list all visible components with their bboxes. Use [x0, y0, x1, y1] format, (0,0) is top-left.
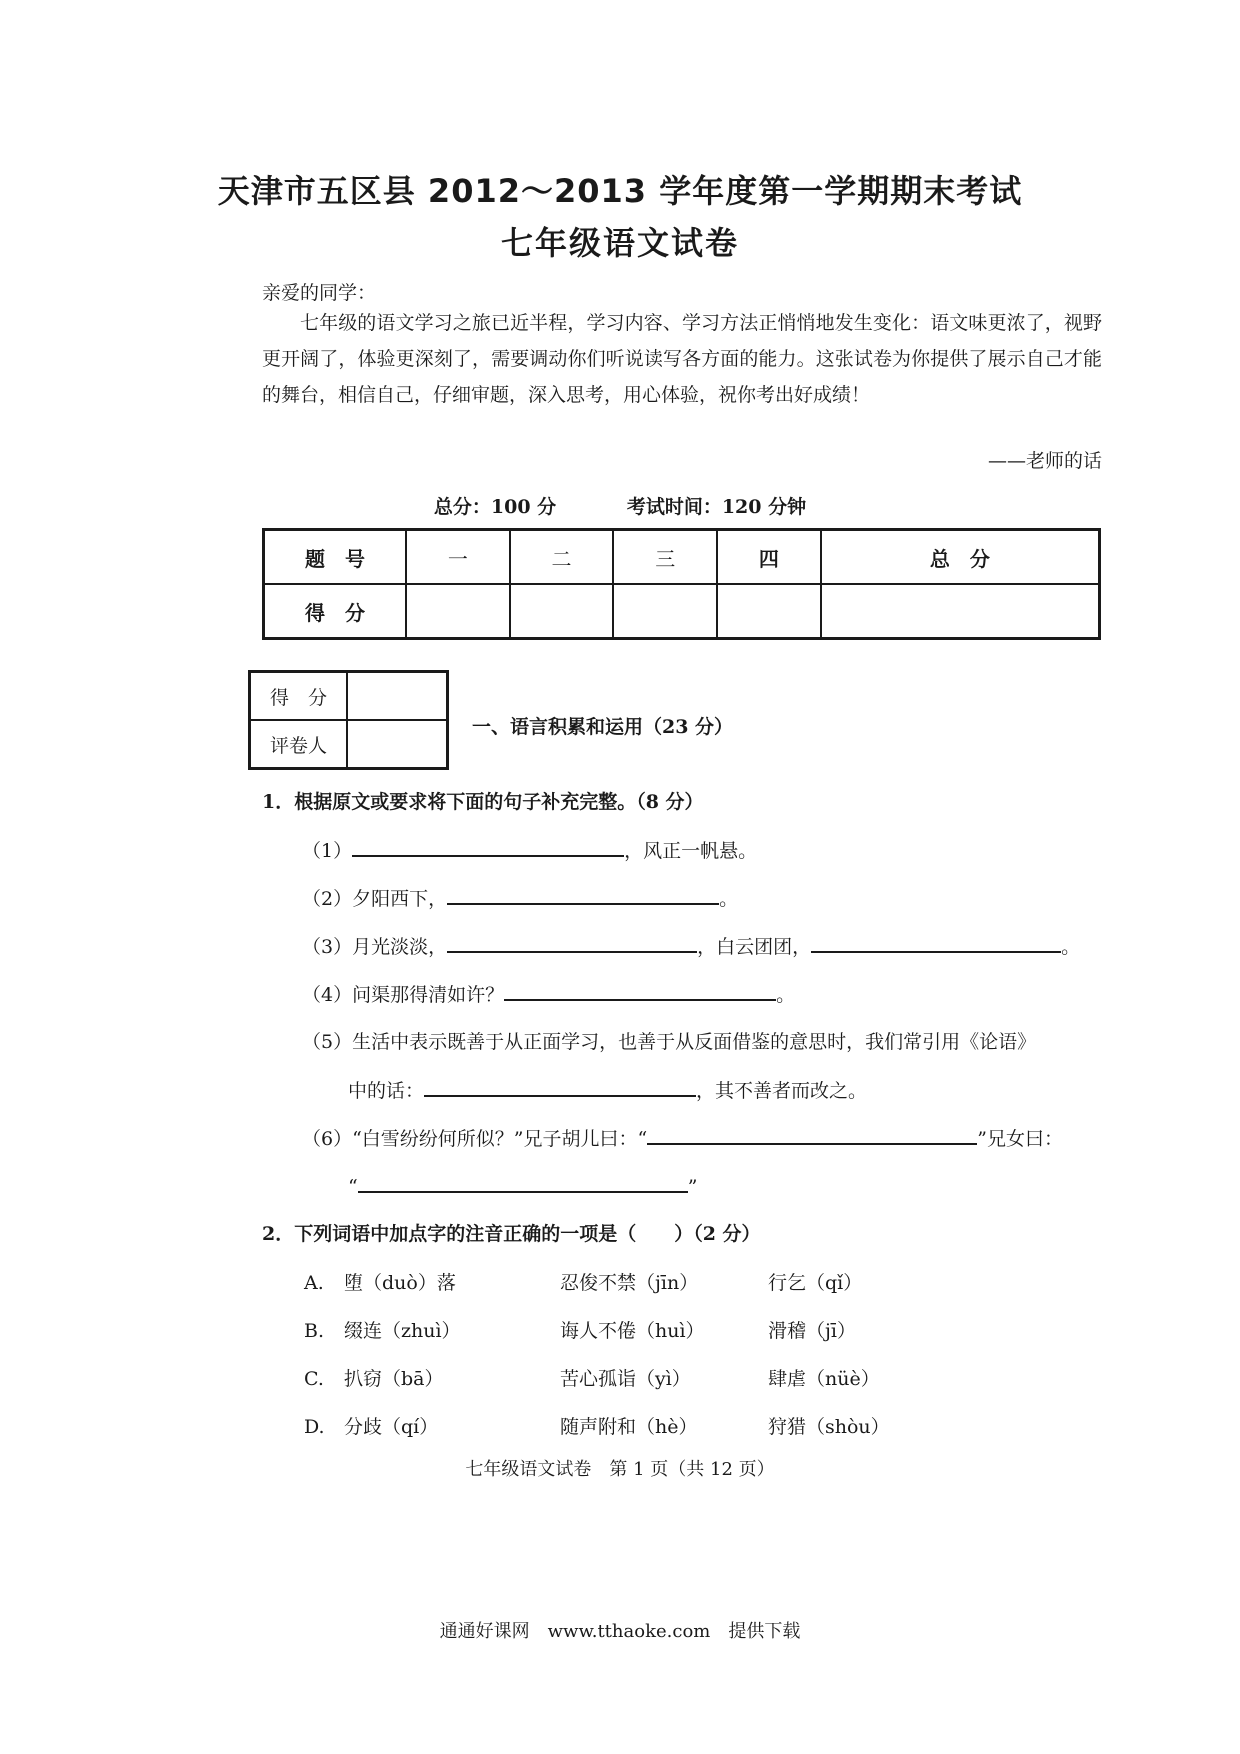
score-cell-total: 总 分 — [821, 530, 1100, 585]
exam-time: 考试时间：120 分钟 — [626, 496, 807, 518]
score-cell-label: 题 号 — [264, 530, 407, 585]
score-table — [262, 528, 1101, 640]
score-input-total[interactable] — [821, 584, 1100, 639]
grader-score-input[interactable] — [347, 672, 448, 721]
answer-blank[interactable] — [358, 1171, 688, 1193]
grader-name-input[interactable] — [347, 720, 448, 769]
answer-blank[interactable] — [504, 979, 776, 1001]
page-footer: 七年级语文试卷 第 1 页（共 12 页） — [465, 1459, 775, 1480]
exam-subtitle: 七年级语文试卷 — [500, 224, 739, 262]
greeting: 亲爱的同学： — [262, 282, 377, 304]
option-d[interactable]: D. 分歧（qí） 随声附和（hè） 狩猎（shòu） — [304, 1416, 890, 1438]
total-score: 总分：100 分 — [433, 496, 557, 518]
question-1-item-5-line-2: 中的话： ，其不善者而改之。 — [348, 1075, 867, 1103]
question-1-stem: 1．根据原文或要求将下面的句子补充完整。（8 分） — [262, 791, 704, 813]
grader-score-label: 得 分 — [250, 672, 348, 721]
download-credit: 通通好课网 www.tthaoke.com 提供下载 — [439, 1621, 801, 1642]
score-cell-1: 一 — [406, 530, 510, 585]
question-1-item-6-line-2: “ ” — [348, 1171, 697, 1198]
score-table-header-row — [264, 530, 1100, 585]
answer-blank[interactable] — [811, 931, 1061, 953]
answer-blank[interactable] — [447, 883, 719, 905]
question-1-item-6: （6）“白雪纷纷何所似？”兄子胡儿曰：“ ”兄女曰： — [302, 1123, 1063, 1151]
answer-blank[interactable] — [447, 931, 697, 953]
score-input-4[interactable] — [717, 584, 821, 639]
question-1-item-1: （1） ，风正一帆悬。 — [302, 835, 757, 863]
score-row-label: 得 分 — [264, 584, 407, 639]
exam-meta — [0, 492, 1240, 519]
option-a[interactable]: A. 堕（duò）落 忍俊不禁（jīn） 行乞（qǐ） — [304, 1272, 863, 1294]
grader-box — [248, 670, 449, 770]
question-1-item-2: （2）夕阳西下， 。 — [302, 883, 738, 911]
teacher-signature: ——老师的话 — [987, 450, 1102, 472]
question-1-item-3: （3）月光淡淡， ，白云团团， 。 — [302, 931, 1080, 959]
option-c[interactable]: C. 扒窃（bā） 苦心孤诣（yì） 肆虐（nüè） — [304, 1368, 880, 1390]
score-input-3[interactable] — [613, 584, 717, 639]
exam-title: 天津市五区县 2012～2013 学年度第一学期期末考试 — [217, 172, 1023, 210]
score-input-1[interactable] — [406, 584, 510, 639]
answer-blank[interactable] — [424, 1075, 696, 1097]
score-cell-2: 二 — [510, 530, 614, 585]
score-cell-4: 四 — [717, 530, 821, 585]
option-b[interactable]: B. 缀连（zhuì） 诲人不倦（huì） 滑稽（jī） — [304, 1320, 856, 1342]
section-title: 一、语言积累和运用（23 分） — [472, 716, 734, 738]
question-2-stem: 2．下列词语中加点字的注音正确的一项是（ ）（2 分） — [262, 1223, 761, 1245]
answer-blank[interactable] — [647, 1123, 977, 1145]
score-table-value-row — [264, 584, 1100, 639]
score-cell-3: 三 — [613, 530, 717, 585]
question-1-item-4: （4）问渠那得清如许？ 。 — [302, 979, 795, 1007]
answer-blank[interactable] — [352, 835, 624, 857]
question-1-item-5: （5）生活中表示既善于从正面学习，也善于从反面借鉴的意思时，我们常引用《论语》 — [302, 1031, 1037, 1053]
score-input-2[interactable] — [510, 584, 614, 639]
intro-paragraph: 七年级的语文学习之旅已近半程，学习内容、学习方法正悄悄地发生变化：语文味更浓了，视野更开阔了，体验更深刻了，需要调动你们听说读写各方面的能力。这张试卷为你提供了展示自己才能的舞台，相信自己，仔细审题，深入思考，用心体验，祝你考出好成绩！ — [262, 312, 1102, 406]
grader-name-label: 评卷人 — [250, 720, 348, 769]
